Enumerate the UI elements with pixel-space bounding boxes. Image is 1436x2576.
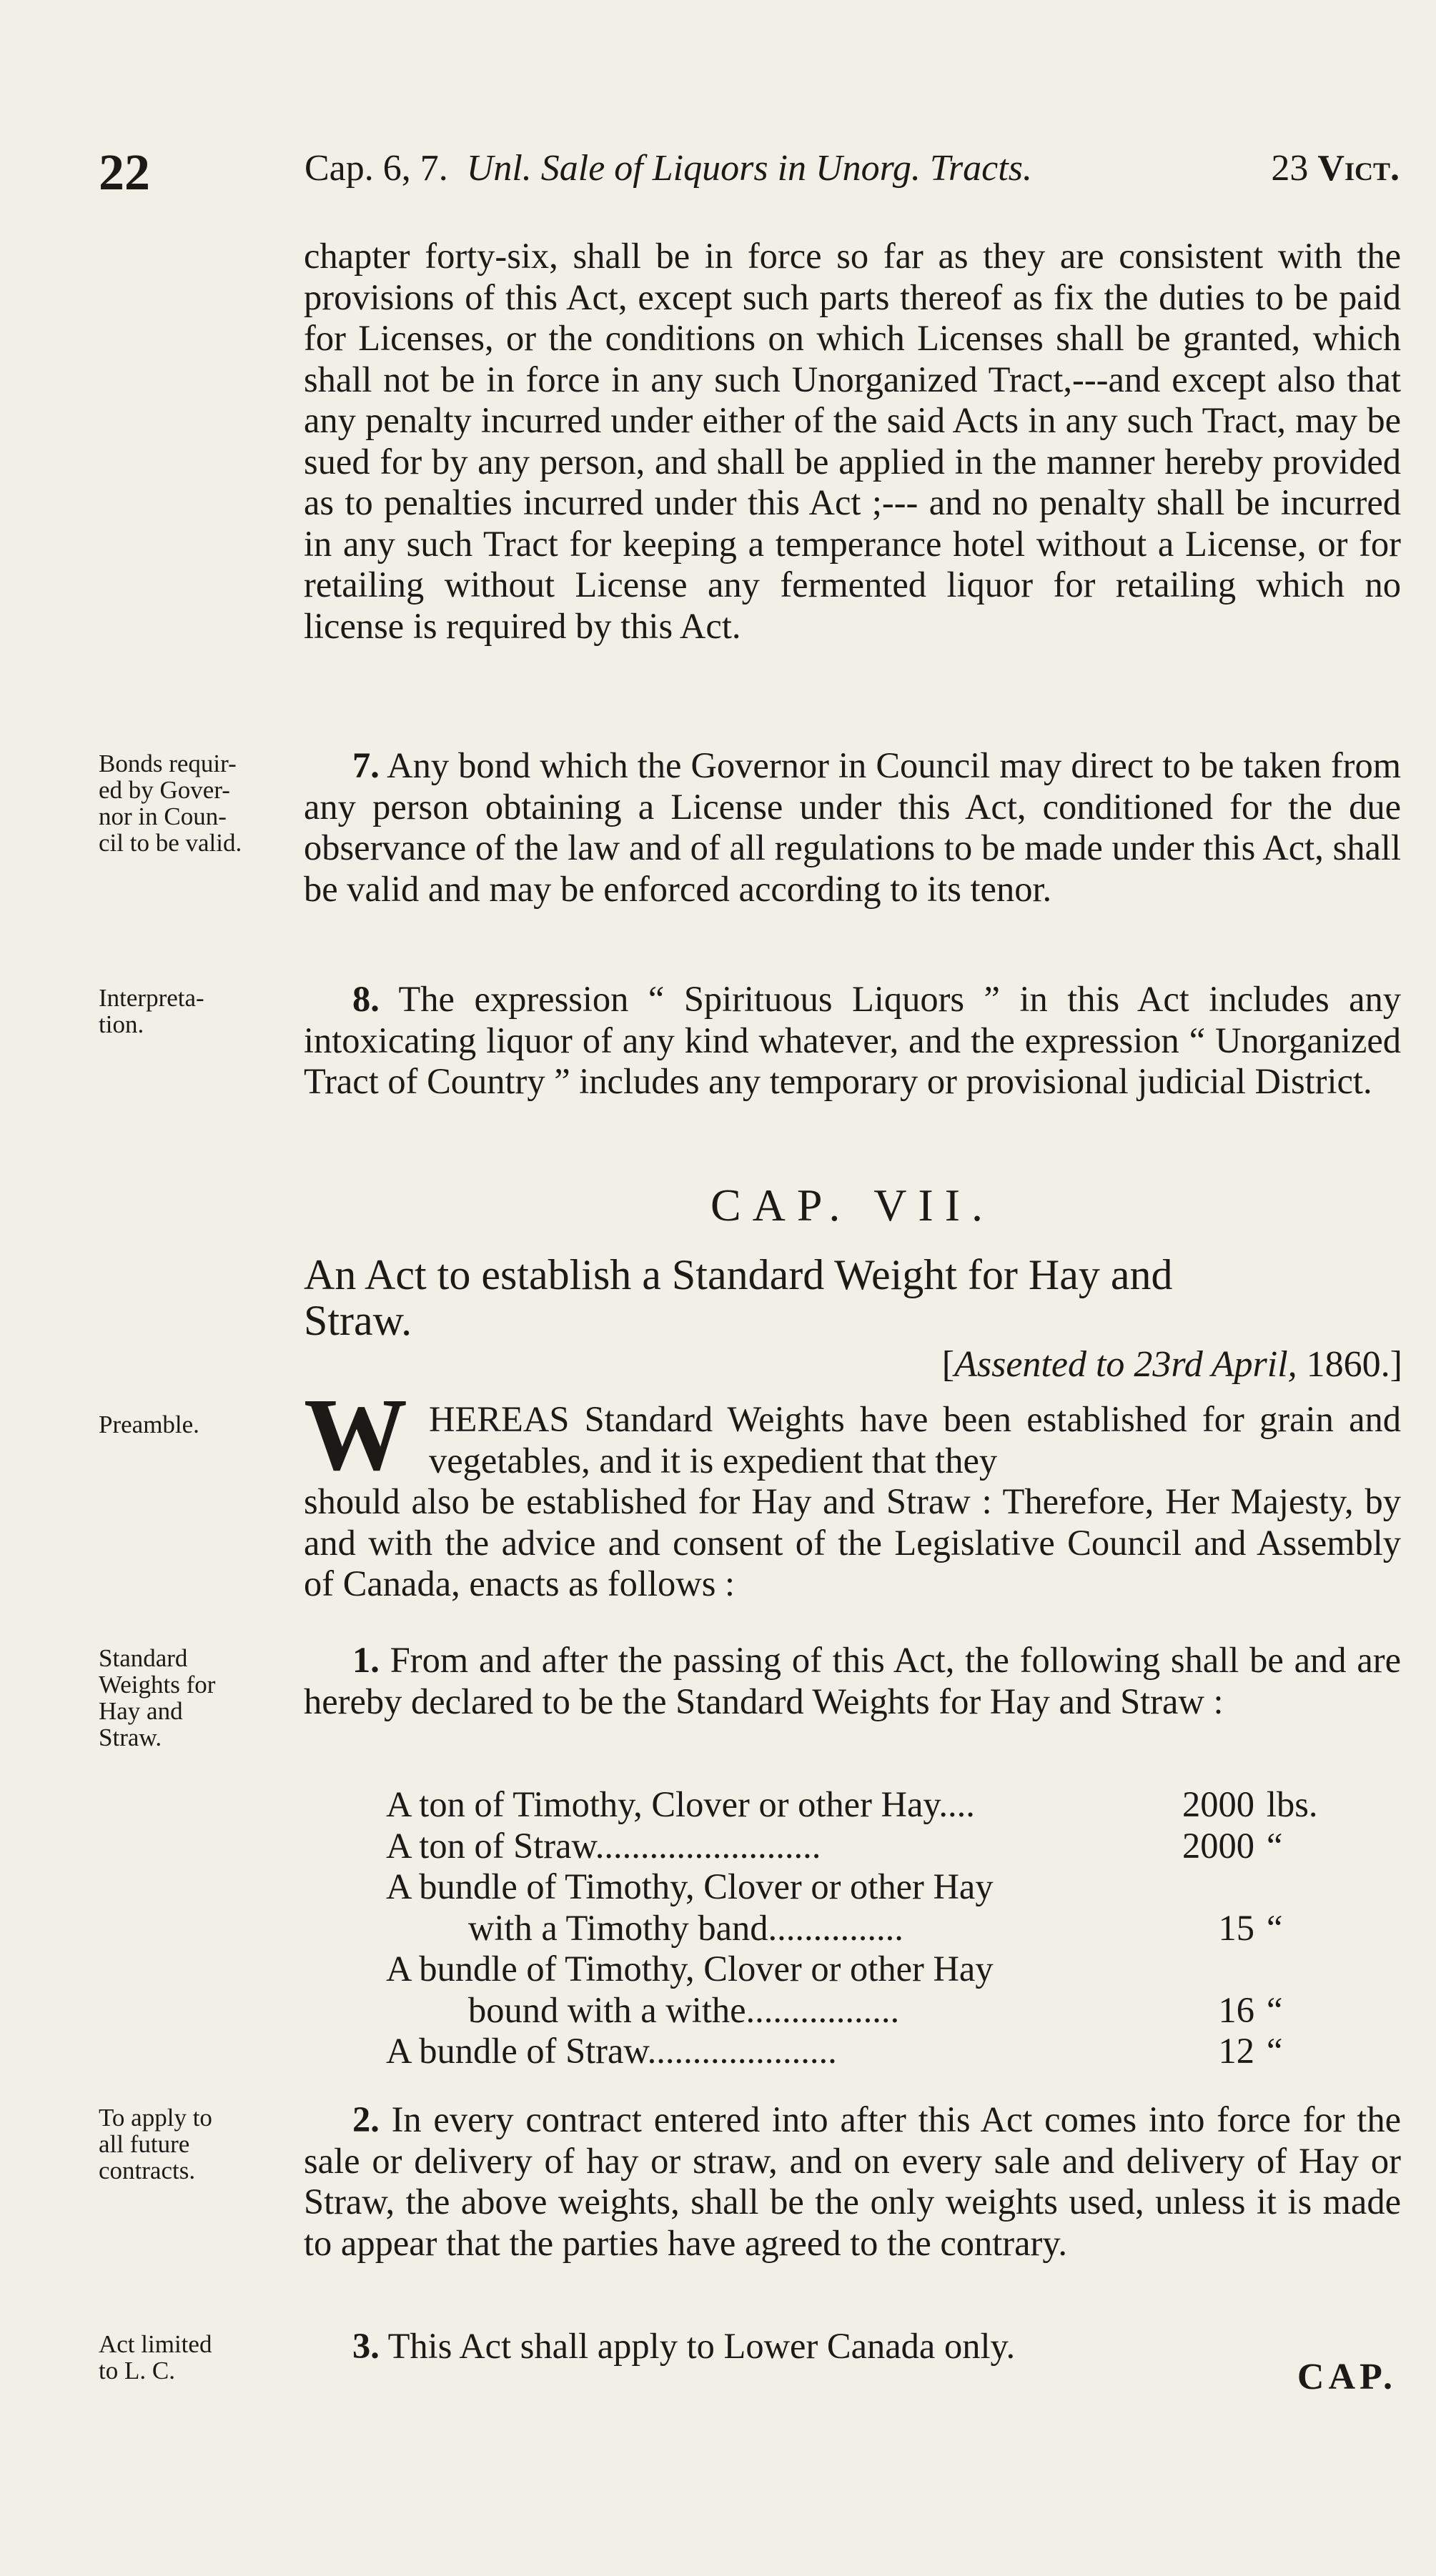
weights-table-row — [386, 1990, 1401, 2032]
weight-item-label: A ton of Timothy, Clover or other Hay.... — [386, 1784, 975, 1824]
weight-item-label: A bundle of Straw..................... — [386, 2031, 837, 2071]
weight-unit: “ — [1267, 1825, 1283, 1866]
margin-note-bonds: Bonds requir- ed by Gover- nor in Coun- cil to be valid. — [99, 750, 242, 857]
weight-item-label: with a Timothy band............... — [468, 1907, 903, 1948]
weight-unit: “ — [1267, 2031, 1283, 2071]
section-1 — [304, 1640, 1401, 1722]
weights-table-row — [386, 1908, 1401, 1949]
assent-date — [942, 1343, 1402, 1386]
regnal-year-number: 23 — [1271, 148, 1309, 189]
weight-unit: “ — [1267, 1989, 1283, 2030]
act-title: An Act to establish a Standard Weight for Hay and Straw. — [304, 1251, 1173, 1344]
section-7 — [304, 745, 1401, 910]
weights-table-row — [386, 1826, 1401, 1867]
chapter-heading: CAP. VII. — [710, 1180, 995, 1230]
weight-unit: lbs. — [1267, 1784, 1318, 1824]
section-text: From and after the passing of this Act, the following shall be and are hereby declared to be the Standard Weights for Hay and Straw : — [304, 1640, 1401, 1721]
section-number: 1. — [352, 1640, 380, 1680]
weight-value: 2000 — [1182, 1825, 1254, 1866]
weights-table — [386, 1784, 1401, 2072]
weights-table-row — [386, 1784, 1401, 1826]
margin-note-lower-canada: Act limited to L. C. — [99, 2330, 212, 2384]
section-text: Any bond which the Governor in Council may direct to be taken from any person obtaining a License under this Act, conditioned for the due observance of the law and of all regulations to be made under this Act, shall be valid and may be enforced according to its tenor. — [304, 745, 1401, 909]
continued-paragraph: chapter forty-six, shall be in force so far as they are consistent with the provisions of this Act, except such parts thereof as fix the duties to be paid for Licenses, or the conditions on which Licenses shall be granted, which shall not be in force in any such Unorganized Tract,---and except also that any penalty incurred under either of the said Acts in any such Tract, may be sued for by any person, and shall be applied in the manner hereby provided as to penalties incurred under this Act ;--- and no penalty shall be incurred in any such Tract for keeping a temperance hotel without a License, or for retailing without License any fermented liquor for retailing which no license is required by this Act. — [304, 236, 1401, 646]
weights-table-row — [386, 1866, 1401, 1908]
section-text: The expression “ Spirituous Liquors ” in this Act includes any intoxicating liquor of any kind whatever, and the expression “ Unorganized Tract of Country ” includes any temporary or provisional judicial District. — [304, 979, 1401, 1101]
running-title — [304, 147, 1032, 189]
weight-item-label: A bundle of Timothy, Clover or other Hay — [386, 1866, 994, 1906]
regnal-year — [1271, 147, 1400, 189]
weight-item-label: A bundle of Timothy, Clover or other Hay — [386, 1949, 994, 1989]
margin-note-standard-weights: Standard Weights for Hay and Straw. — [99, 1644, 216, 1751]
section-number: 8. — [352, 979, 380, 1019]
assent-year: 1860.] — [1297, 1344, 1402, 1385]
weight-value: 15 — [1218, 1907, 1254, 1948]
margin-note-preamble: Preamble. — [99, 1411, 199, 1438]
section-text: This Act shall apply to Lower Canada only. — [379, 2326, 1016, 2366]
preamble-first-lines: HEREAS Standard Weights have been established for grain and vegetables, and it is expedient that they — [429, 1399, 1401, 1481]
weights-table-row — [386, 1949, 1401, 1990]
weight-item-label: bound with a withe................. — [468, 1989, 900, 2030]
section-number: 2. — [352, 2099, 380, 2139]
running-title-text: Unl. Sale of Liquors in Unorg. Tracts. — [466, 148, 1032, 189]
page-number: 22 — [99, 144, 150, 201]
page-header — [99, 143, 1400, 207]
weight-unit: “ — [1267, 1907, 1283, 1948]
section-3 — [304, 2326, 1401, 2367]
chapter-ref: Cap. 6, 7. — [304, 148, 448, 189]
weight-item-label: A ton of Straw......................... — [386, 1825, 821, 1866]
weight-value: 16 — [1218, 1989, 1254, 2030]
margin-note-interpretation: Interpreta- tion. — [99, 984, 204, 1038]
section-8 — [304, 979, 1401, 1103]
section-number: 7. — [352, 745, 380, 785]
catchword: CAP. — [1297, 2357, 1397, 2397]
weight-value: 2000 — [1182, 1784, 1254, 1824]
weights-table-row — [386, 2031, 1401, 2072]
drop-cap: W — [304, 1378, 407, 1492]
assent-bracket: [ — [941, 1344, 955, 1385]
section-number: 3. — [352, 2326, 380, 2366]
section-2 — [304, 2099, 1401, 2264]
assent-italic: Assented to 23rd April, — [954, 1344, 1297, 1385]
weight-value: 12 — [1218, 2031, 1254, 2071]
margin-note-future-contracts: To apply to all future contracts. — [99, 2104, 212, 2184]
preamble-text: should also be established for Hay and Straw : Therefore, Her Majesty, by and with the advice and consent of the Legislative Council and Assembly of Canada, enacts as follows : — [304, 1481, 1401, 1603]
regnal-vict: Vict. — [1317, 148, 1400, 189]
section-text: In every contract entered into after this Act comes into force for the sale or delivery of hay or straw, and on every sale and delivery of Hay or Straw, the above weights, shall be the only weights used, unless it is made to appear that the parties have agreed to the contrary. — [304, 2099, 1401, 2263]
